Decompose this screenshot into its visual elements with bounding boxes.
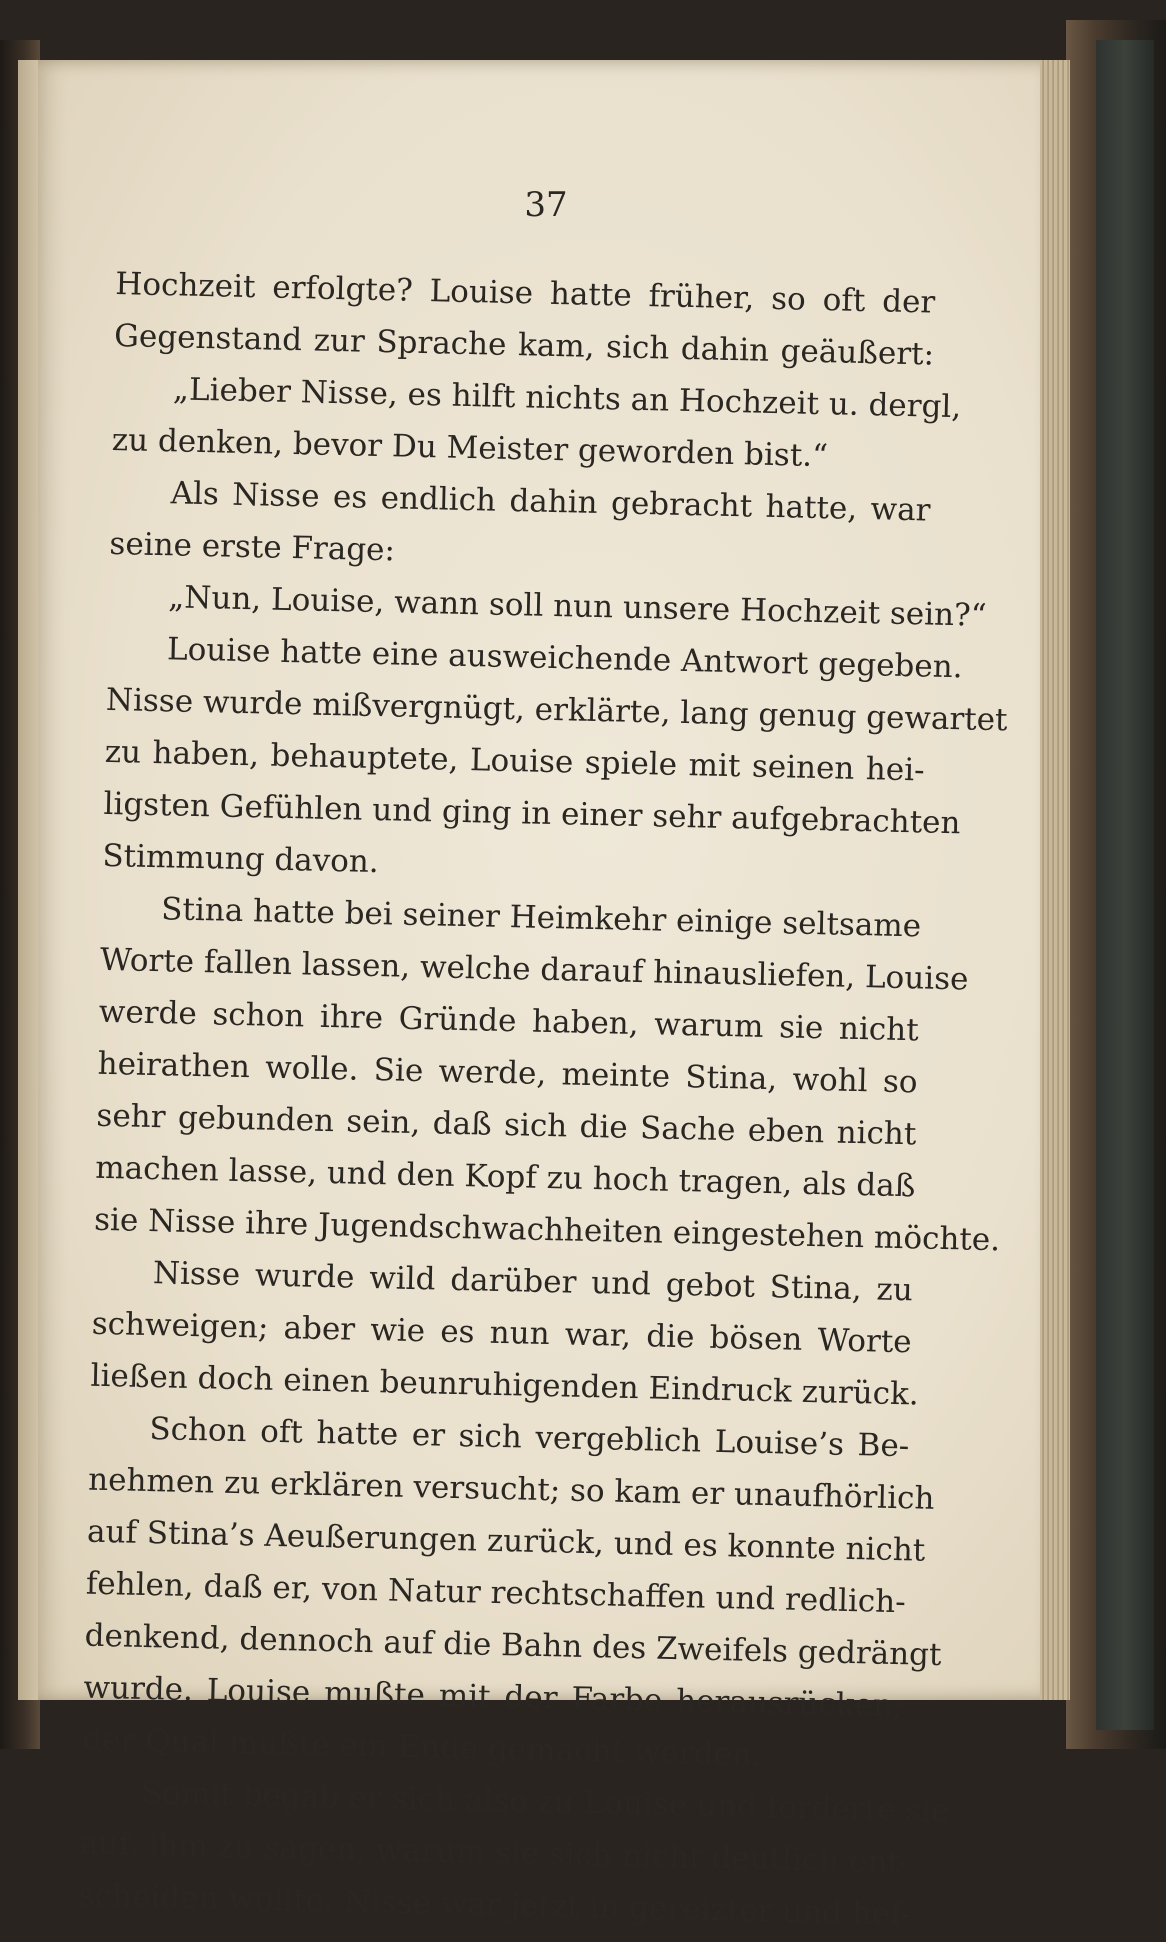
text-line: scheiden wollte. Nisse war jetzt in gereizter und hef- xyxy=(78,1877,912,1933)
text-line: Schon oft hatte er sich vergeblich Louise’s Be- xyxy=(149,1411,910,1465)
page-text xyxy=(78,258,1008,1940)
text-line: Stimmung davon. xyxy=(102,837,380,881)
text-line: auf, ihm zu sagen, warum sie sich nicht deutlich ent- xyxy=(79,1825,911,1881)
text-line: fehlen, daß er, von Natur rechtschaffen und redlich- xyxy=(85,1565,907,1621)
text-line: Nisse wurde wild darüber und gebot Stina, zu xyxy=(152,1255,914,1309)
text-line: nehmen zu erklären versucht; so kam er unaufhörlich xyxy=(87,1461,935,1517)
text-line: wurde. Louise mußte mit der Farbe herausrücken; xyxy=(83,1669,904,1725)
text-line: „Lieber Nisse, es hilft nichts an Hochzeit u. dergl, xyxy=(172,371,962,426)
text-line: Gegenstand zur Sprache kam, sich dahin geäußert: xyxy=(113,317,935,373)
text-line: zu haben, behauptete, Louise spiele mit seinen hei- xyxy=(104,733,925,789)
text-line: Louise hatte eine ausweichende Antwort gegeben. xyxy=(166,631,963,686)
text-line: „Nun, Louise, wann soll nun unsere Hochzeit sein?“ xyxy=(167,579,987,634)
text-line: Hochzeit erfolgte? Louise hatte früher, so oft der xyxy=(115,265,936,321)
book-page xyxy=(38,60,1054,1933)
text-line: auf Stina’s Aeußerungen zurück, und es konnte nicht xyxy=(86,1513,926,1569)
text-line: ließen doch einen beunruhigenden Eindruck zurück. xyxy=(90,1357,920,1413)
text-line: heirathen wolle. Sie werde, meinte Stina, wohl so xyxy=(97,1045,918,1101)
text-line: sie Nisse ihre Jugendschwachheiten eingestehen möchte. xyxy=(93,1201,1001,1259)
text-line: werde schon ihre Gründe haben, warum sie nicht xyxy=(98,993,920,1049)
text-line: Stina hatte bei seiner Heimkehr einige seltsame xyxy=(160,891,922,945)
text-line: der Qual mußte ein Ende gemacht werden. xyxy=(81,1721,762,1774)
text-line: Worte fallen lassen, welche darauf hinausliefen, Louise xyxy=(99,941,969,998)
text-line: ligsten Gefühlen und ging in einer sehr aufgebrachten xyxy=(103,785,961,842)
text-line: sehr gebunden sein, daß sich die Sache eben nicht xyxy=(96,1097,917,1153)
text-line: Somit begab er sich also zu Louise und forderte sie xyxy=(140,1774,950,1830)
text-line: denkend, dennoch auf die Bahn des Zweifels gedrängt xyxy=(84,1617,942,1674)
text-line: zu denken, bevor Du Meister geworden bist.“ xyxy=(111,421,829,475)
text-line: machen lasse, und den Kopf zu hoch tragen, als daß xyxy=(94,1149,916,1205)
page-number: 37 xyxy=(524,185,568,225)
text-line: Als Nisse es endlich dahin gebracht hatte, war xyxy=(170,475,931,529)
text-line: seine erste Frage: xyxy=(109,525,396,569)
cover-cloth-strip xyxy=(1096,40,1154,1730)
text-line: Nisse wurde mißvergnügt, erklärte, lang genug gewartet xyxy=(105,681,1008,739)
page-stack-edge xyxy=(1040,60,1070,1700)
text-line: schweigen; aber wie es nun war, die bösen Worte xyxy=(91,1305,913,1361)
